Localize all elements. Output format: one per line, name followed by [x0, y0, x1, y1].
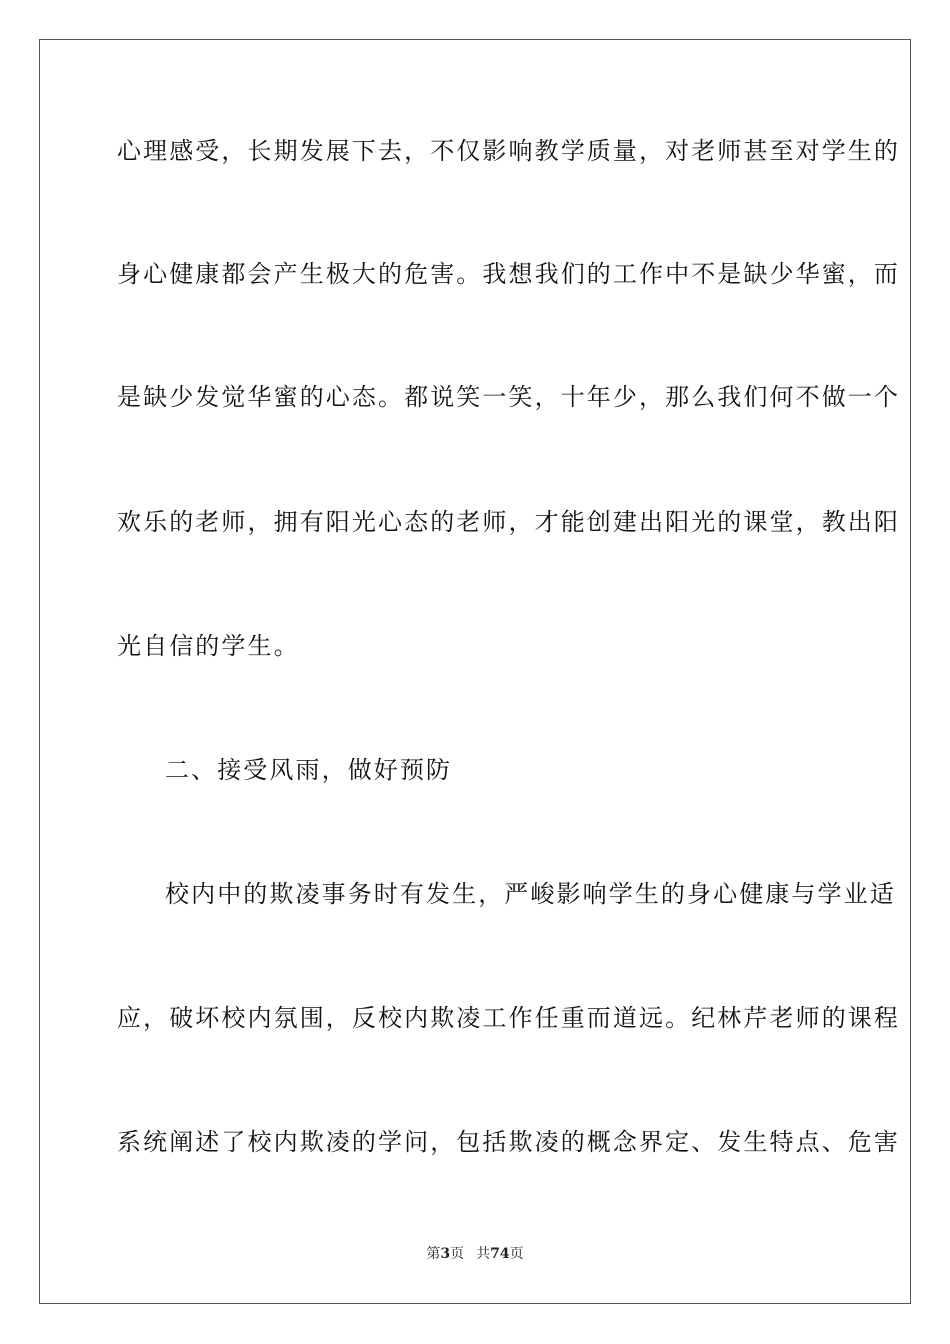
body-text-line: 光自信的学生。: [117, 632, 300, 660]
page-prefix: 第: [426, 1246, 441, 1262]
page-footer: [0, 1245, 950, 1263]
page-suffix: 页: [450, 1246, 465, 1262]
body-text-line: 应，破坏校内氛围，反校内欺凌工作任重而道远。纪林芹老师的课程: [117, 1004, 900, 1032]
page-number: 3: [440, 1246, 451, 1262]
body-text-line: 身心健康都会产生极大的危害。我想我们的工作中不是缺少华蜜，而: [117, 260, 900, 288]
body-text-line: 欢乐的老师，拥有阳光心态的老师，才能创建出阳光的课堂，教出阳: [117, 508, 900, 536]
body-text-line: 心理感受，长期发展下去，不仅影响教学质量，对老师甚至对学生的: [117, 137, 900, 165]
body-text-line: 系统阐述了校内欺凌的学问，包括欺凌的概念界定、发生特点、危害: [117, 1128, 900, 1156]
body-text-line: 是缺少发觉华蜜的心态。都说笑一笑，十年少，那么我们何不做一个: [117, 383, 900, 411]
total-prefix: 共: [476, 1246, 491, 1262]
total-suffix: 页: [509, 1246, 524, 1262]
body-text-line: 校内中的欺凌事务时有发生，严峻影响学生的身心健康与学业适: [165, 880, 896, 908]
section-heading: 二、接受风雨，做好预防: [165, 756, 453, 784]
total-pages: 74: [490, 1246, 510, 1262]
page-border: [39, 39, 911, 1304]
